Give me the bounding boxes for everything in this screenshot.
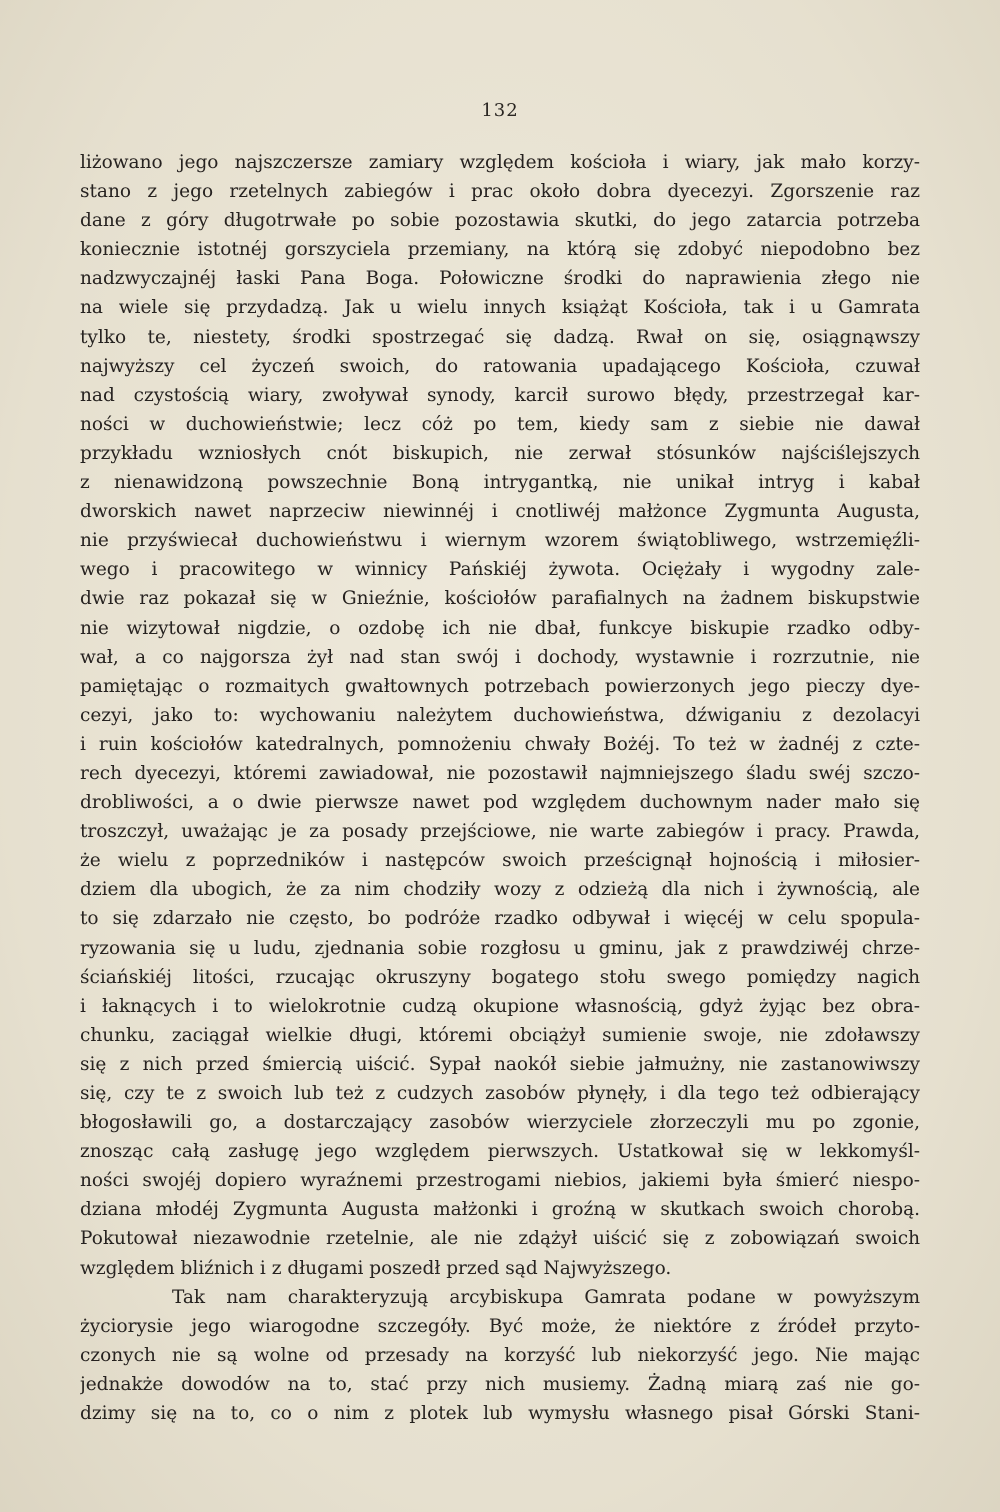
text-line: jednakże dowodów na to, stać przy nich musiemy. Żadną miarą zaś nie go- [80, 1373, 920, 1395]
text-line: ności w duchowieństwie; lecz cóż po tem, kiedy sam z siebie nie dawał [80, 413, 920, 435]
text-line: liżowano jego najszczersze zamiary względem kościoła i wiary, jak mało korzy- [80, 152, 920, 173]
text-line: że wielu z poprzedników i następców swoich prześcignął hojnością i miłosier- [80, 850, 920, 872]
text-line: się z nich przed śmiercią uiścić. Sypał naokół siebie jałmużny, nie zastanowiwszy [80, 1053, 920, 1075]
text-line: dworskich nawet naprzeciw niewinnéj i cnotliwéj małżonce Zygmunta Augusta, [80, 501, 920, 523]
text-line: na wiele się przydadzą. Jak u wielu innych książąt Kościoła, tak i u Gamrata [80, 297, 920, 319]
text-line: przykładu wzniosłych cnót biskupich, nie zerwał stósunków najściślejszych [80, 442, 920, 464]
text-line: cezyi, jako to: wychowaniu należytem duchowieństwa, dźwiganiu z dezolacyi [80, 704, 920, 726]
text-line: ściańskiéj litości, rzucając okruszyny bogatego stołu swego pomiędzy nagich [80, 966, 920, 988]
text-line: stano z jego rzetelnych zabiegów i prac około dobra dyecezyi. Zgorszenie raz [80, 181, 920, 203]
text-line: Pokutował niezawodnie rzetelnie, ale nie zdążył uiścić się z zobowiązań swoich [80, 1228, 920, 1250]
body-text [80, 148, 920, 1428]
text-line: Tak nam charakteryzują arcybiskupa Gamrata podane w powyższym [172, 1286, 920, 1308]
text-line: tylko te, niestety, środki spostrzegać się dadzą. Rwał on się, osiągnąwszy [80, 326, 920, 348]
text-line: drobliwości, a o dwie pierwsze nawet pod względem duchownym nader mało się [80, 792, 920, 814]
text-line: wał, a co najgorsza żył nad stan swój i dochody, wystawnie i rozrzutnie, nie [80, 646, 920, 668]
text-line: dzimy się na to, co o nim z plotek lub wymysłu własnego pisał Górski Stani- [80, 1403, 920, 1425]
text-line: koniecznie istotnéj gorszyciela przemiany, na którą się zdobyć niepodobno bez [80, 239, 920, 261]
text-line: i ruin kościołów katedralnych, pomnożeniu chwały Bożéj. To też w żadnéj z czte- [80, 733, 920, 755]
text-line: nad czystością wiary, zwoływał synody, karcił surowo błędy, przestrzegał kar- [80, 384, 920, 406]
text-line: względem bliźnich i z długami poszedł przed sąd Najwyższego. [80, 1257, 672, 1279]
text-line: i łaknących i to wielokrotnie cudzą okupione własnością, gdyż żyjąc bez obra- [80, 995, 920, 1017]
text-line: pamiętając o rozmaitych gwałtownych potrzebach powierzonych jego pieczy dye- [80, 675, 920, 697]
text-line: nie wizytował nigdzie, o ozdobę ich nie dbał, funkcye biskupie rzadko odby- [80, 617, 920, 639]
text-line: błogosławili go, a dostarczający zasobów wierzyciele złorzeczyli mu po zgonie, [80, 1112, 920, 1134]
text-line: najwyższy cel życzeń swoich, do ratowania upadającego Kościoła, czuwał [80, 355, 920, 377]
text-line: troszczył, uważając je za posady przejściowe, nie warte zabiegów i pracy. Prawda, [80, 821, 920, 843]
text-line: znosząc całą zasługę jego względem pierwszych. Ustatkował się w lekkomyśl- [80, 1141, 920, 1163]
text-line: z nienawidzoną powszechnie Boną intrygantką, nie unikał intryg i kabał [80, 472, 920, 494]
text-line: czonych nie są wolne od przesady na korzyść lub niekorzyść jego. Nie mając [80, 1344, 920, 1366]
text-line: życiorysie jego wiarogodne szczegóły. Być może, że niektóre z źródeł przyto- [80, 1315, 920, 1337]
text-line: rech dyecezyi, któremi zawiadował, nie pozostawił najmniejszego śladu swéj szczo- [80, 762, 920, 784]
text-line: wego i pracowitego w winnicy Pańskiéj żywota. Ociężały i wygodny zale- [80, 559, 920, 581]
text-line: dziana młodéj Zygmunta Augusta małżonki i groźną w skutkach swoich chorobą. [80, 1199, 920, 1221]
text-line: ności swojéj dopiero wyraźnemi przestrogami niebios, jakiemi była śmierć niespo- [80, 1170, 920, 1192]
text-line: się, czy te z swoich lub też z cudzych zasobów płynęły, i dla tego też odbierający [80, 1083, 920, 1104]
text-line: nie przyświecał duchowieństwu i wiernym wzorem świątobliwego, wstrzemięźli- [80, 530, 920, 552]
text-line: ryzowania się u ludu, zjednania sobie rozgłosu u gminu, jak z prawdziwéj chrze- [80, 937, 920, 959]
text-line: dane z góry długotrwałe po sobie pozostawia skutki, do jego zatarcia potrzeba [80, 210, 920, 232]
text-line: dwie raz pokazał się w Gnieźnie, kościołów parafialnych na żadnem biskupstwie [80, 588, 920, 610]
text-line: nadzwyczajnéj łaski Pana Boga. Połowiczne środki do naprawienia złego nie [80, 268, 920, 290]
page-number: 132 [481, 100, 519, 121]
text-line: dziem dla ubogich, że za nim chodziły wozy z odzieżą dla nich i żywnością, ale [80, 879, 920, 901]
text-line: to się zdarzało nie często, bo podróże rzadko odbywał i więcéj w celu spopula- [80, 908, 920, 930]
text-line: chunku, zaciągał wielkie długi, któremi obciążył sumienie swoje, nie zdoławszy [80, 1024, 920, 1046]
